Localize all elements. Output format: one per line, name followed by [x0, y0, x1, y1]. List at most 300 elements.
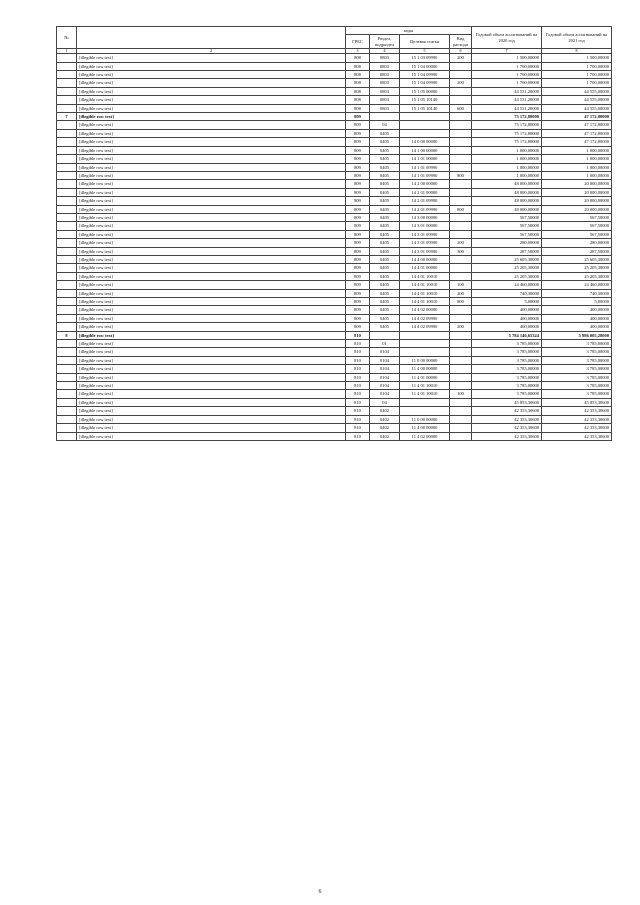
row-number — [57, 205, 77, 213]
row-sum-2021: 5 986 005,28000 — [542, 331, 612, 339]
row-razdel: 0104 — [369, 390, 399, 398]
col-header-vr: Вид расхода — [449, 35, 471, 49]
row-vr — [449, 71, 471, 79]
row-sum-2020: 567,50000 — [472, 222, 542, 230]
table-row — [57, 298, 612, 306]
row-vr: 200 — [449, 289, 471, 297]
row-razdel: 0803 — [369, 96, 399, 104]
row-csr: 14 0 00 00000 — [399, 138, 449, 146]
row-grbs: 809 — [345, 163, 369, 171]
row-csr: 15 1 05 10140 — [399, 96, 449, 104]
row-name: [illegible row text] — [77, 289, 346, 297]
row-name: [illegible row text] — [77, 340, 346, 348]
table-row — [57, 390, 612, 398]
table-row — [57, 129, 612, 137]
row-vr — [449, 222, 471, 230]
table-row — [57, 104, 612, 112]
row-vr — [449, 121, 471, 129]
row-number — [57, 213, 77, 221]
row-razdel: 0405 — [369, 314, 399, 322]
row-grbs: 809 — [345, 247, 369, 255]
row-sum-2021: 47 172,80000 — [542, 129, 612, 137]
row-sum-2021: 3 785,00000 — [542, 365, 612, 373]
row-razdel: 0405 — [369, 230, 399, 238]
row-csr: 14 4 01 10010 — [399, 272, 449, 280]
row-name: [illegible row text] — [77, 306, 346, 314]
row-grbs: 809 — [345, 230, 369, 238]
row-csr — [399, 407, 449, 415]
row-name: [illegible row text] — [77, 356, 346, 364]
row-number — [57, 340, 77, 348]
row-vr — [449, 314, 471, 322]
row-name: [illegible row text] — [77, 272, 346, 280]
row-grbs: 810 — [345, 340, 369, 348]
row-grbs: 809 — [345, 255, 369, 263]
row-razdel — [369, 331, 399, 339]
row-sum-2020: 1 700,00000 — [472, 79, 542, 87]
row-sum-2020: 3 785,00000 — [472, 340, 542, 348]
row-sum-2021: 44 555,00000 — [542, 87, 612, 95]
row-number — [57, 398, 77, 406]
row-sum-2021: 567,50000 — [542, 222, 612, 230]
row-name: [illegible row text] — [77, 222, 346, 230]
row-csr: 15 1 03 09990 — [399, 54, 449, 62]
row-sum-2020: 25 205,30000 — [472, 264, 542, 272]
row-csr: 11 4 01 10010 — [399, 390, 449, 398]
row-sum-2020: 75 172,80000 — [472, 113, 542, 121]
row-number — [57, 146, 77, 154]
table-row — [57, 323, 612, 331]
table-row — [57, 356, 612, 364]
row-razdel: 0405 — [369, 205, 399, 213]
row-csr: 14 2 01 09990 — [399, 197, 449, 205]
row-csr: 11 4 00 00000 — [399, 424, 449, 432]
table-row — [57, 213, 612, 221]
row-sum-2021: 3 785,00000 — [542, 373, 612, 381]
row-sum-2020: 567,50000 — [472, 230, 542, 238]
row-number — [57, 96, 77, 104]
row-grbs: 808 — [345, 96, 369, 104]
row-grbs: 810 — [345, 432, 369, 440]
row-sum-2021: 47 172,80000 — [542, 121, 612, 129]
row-csr: 14 1 01 00000 — [399, 155, 449, 163]
table-row — [57, 289, 612, 297]
row-csr: 15 1 05 10140 — [399, 104, 449, 112]
row-razdel: 0405 — [369, 281, 399, 289]
table-row — [57, 331, 612, 339]
table-row — [57, 272, 612, 280]
row-number — [57, 87, 77, 95]
row-name: [illegible row text] — [77, 432, 346, 440]
row-name: [illegible row text] — [77, 197, 346, 205]
row-razdel: 0405 — [369, 146, 399, 154]
budget-table — [56, 26, 612, 441]
row-razdel: 0405 — [369, 289, 399, 297]
row-vr: 800 — [449, 171, 471, 179]
row-grbs: 809 — [345, 121, 369, 129]
table-row — [57, 197, 612, 205]
row-sum-2020: 48 000,00000 — [472, 197, 542, 205]
row-sum-2021: 1 500,00000 — [542, 54, 612, 62]
row-name: [illegible row text] — [77, 331, 346, 339]
row-sum-2021: 20 000,00000 — [542, 180, 612, 188]
row-csr: 15 1 04 09990 — [399, 71, 449, 79]
row-grbs: 809 — [345, 197, 369, 205]
row-grbs: 809 — [345, 138, 369, 146]
row-sum-2020: 1 000,00000 — [472, 163, 542, 171]
row-name: [illegible row text] — [77, 415, 346, 423]
row-csr — [399, 129, 449, 137]
row-razdel: 0405 — [369, 255, 399, 263]
row-sum-2020: 3 785,00000 — [472, 365, 542, 373]
row-sum-2020: 75 172,80000 — [472, 129, 542, 137]
row-razdel: 0104 — [369, 365, 399, 373]
table-row — [57, 432, 612, 440]
row-razdel: 04 — [369, 121, 399, 129]
row-csr: 11 0 00 00000 — [399, 356, 449, 364]
row-grbs: 809 — [345, 129, 369, 137]
row-csr: 11 4 01 00000 — [399, 373, 449, 381]
row-csr: 14 1 01 09990 — [399, 163, 449, 171]
row-number: 8 — [57, 331, 77, 339]
row-sum-2020: 44 531,20000 — [472, 87, 542, 95]
row-number — [57, 155, 77, 163]
row-sum-2021: 42 353,30600 — [542, 415, 612, 423]
row-grbs: 809 — [345, 298, 369, 306]
row-name: [illegible row text] — [77, 180, 346, 188]
table-row — [57, 398, 612, 406]
row-razdel: 0803 — [369, 54, 399, 62]
col-index: 1 — [57, 49, 77, 54]
row-sum-2021: 3 785,00000 — [542, 390, 612, 398]
row-sum-2021: 20 000,00000 — [542, 205, 612, 213]
row-csr: 14 3 00 00000 — [399, 213, 449, 221]
row-grbs: 809 — [345, 239, 369, 247]
row-csr: 11 4 02 00000 — [399, 432, 449, 440]
row-sum-2021: 3 785,00000 — [542, 356, 612, 364]
row-sum-2020: 5,00000 — [472, 298, 542, 306]
row-grbs: 809 — [345, 188, 369, 196]
row-csr: 14 4 02 00000 — [399, 306, 449, 314]
row-vr — [449, 87, 471, 95]
row-name: [illegible row text] — [77, 188, 346, 196]
col-index: 8 — [542, 49, 612, 54]
row-grbs: 809 — [345, 264, 369, 272]
col-header-sum-2021: Годовой объем ассигнований на 2021 год — [542, 27, 612, 49]
table-row — [57, 87, 612, 95]
row-number — [57, 239, 77, 247]
row-sum-2021: 567,50000 — [542, 230, 612, 238]
row-razdel: 0104 — [369, 382, 399, 390]
row-vr: 200 — [449, 54, 471, 62]
row-csr: 15 1 04 09990 — [399, 79, 449, 87]
row-vr — [449, 96, 471, 104]
table-row — [57, 146, 612, 154]
row-csr: 14 4 01 10010 — [399, 298, 449, 306]
row-sum-2020: 400,00000 — [472, 323, 542, 331]
row-grbs: 809 — [345, 289, 369, 297]
row-grbs: 809 — [345, 281, 369, 289]
row-grbs: 809 — [345, 213, 369, 221]
col-header-num: № — [57, 27, 77, 49]
table-row — [57, 415, 612, 423]
row-sum-2020: 42 353,30600 — [472, 407, 542, 415]
row-number — [57, 306, 77, 314]
row-name: [illegible row text] — [77, 314, 346, 322]
row-sum-2021: 5,00000 — [542, 298, 612, 306]
row-grbs: 809 — [345, 272, 369, 280]
row-grbs: 809 — [345, 314, 369, 322]
row-sum-2020: 3 785,00000 — [472, 382, 542, 390]
row-sum-2021: 1 700,00000 — [542, 79, 612, 87]
row-sum-2020: 48 000,00000 — [472, 205, 542, 213]
row-number — [57, 432, 77, 440]
row-vr — [449, 272, 471, 280]
row-razdel: 0402 — [369, 432, 399, 440]
col-header-razdel: Раздел, подраздел — [369, 35, 399, 49]
row-sum-2020: 567,50000 — [472, 213, 542, 221]
row-name: [illegible row text] — [77, 155, 346, 163]
table-row — [57, 62, 612, 70]
row-sum-2021: 400,00000 — [542, 306, 612, 314]
row-vr — [449, 163, 471, 171]
row-razdel: 0402 — [369, 415, 399, 423]
row-vr — [449, 398, 471, 406]
table-row — [57, 365, 612, 373]
row-grbs: 810 — [345, 365, 369, 373]
row-csr: 15 1 05 00000 — [399, 87, 449, 95]
row-grbs: 809 — [345, 323, 369, 331]
table-row — [57, 96, 612, 104]
row-vr — [449, 365, 471, 373]
row-csr: 11 4 01 10010 — [399, 382, 449, 390]
row-csr: 14 2 01 09990 — [399, 205, 449, 213]
row-number — [57, 180, 77, 188]
row-number — [57, 71, 77, 79]
row-name: [illegible row text] — [77, 113, 346, 121]
row-vr: 100 — [449, 390, 471, 398]
row-name: [illegible row text] — [77, 382, 346, 390]
row-razdel: 0803 — [369, 71, 399, 79]
row-grbs: 809 — [345, 180, 369, 188]
row-number — [57, 138, 77, 146]
row-sum-2020: 3 785,00000 — [472, 348, 542, 356]
row-razdel: 0803 — [369, 79, 399, 87]
row-number: 7 — [57, 113, 77, 121]
row-grbs: 809 — [345, 205, 369, 213]
row-name: [illegible row text] — [77, 239, 346, 247]
row-name: [illegible row text] — [77, 104, 346, 112]
row-name: [illegible row text] — [77, 323, 346, 331]
row-grbs: 810 — [345, 331, 369, 339]
row-grbs: 808 — [345, 79, 369, 87]
row-sum-2020: 44 531,20000 — [472, 96, 542, 104]
row-number — [57, 171, 77, 179]
row-sum-2020: 287,50000 — [472, 247, 542, 255]
row-number — [57, 281, 77, 289]
row-razdel: 04 — [369, 398, 399, 406]
row-vr — [449, 373, 471, 381]
row-sum-2021: 1 000,00000 — [542, 155, 612, 163]
row-csr: 14 4 02 09990 — [399, 314, 449, 322]
col-header-sum-2020: Годовой объем ассигнований на 2020 год — [472, 27, 542, 49]
row-number — [57, 129, 77, 137]
row-razdel: 0803 — [369, 62, 399, 70]
table-row — [57, 424, 612, 432]
row-grbs: 808 — [345, 54, 369, 62]
row-csr: 14 4 00 00000 — [399, 255, 449, 263]
row-sum-2020: 1 000,00000 — [472, 171, 542, 179]
row-razdel: 0405 — [369, 222, 399, 230]
row-csr — [399, 113, 449, 121]
row-sum-2020: 44 531,20000 — [472, 104, 542, 112]
row-sum-2021: 24 460,00000 — [542, 281, 612, 289]
table-row — [57, 281, 612, 289]
table-row — [57, 113, 612, 121]
row-sum-2020: 400,00000 — [472, 314, 542, 322]
table-row — [57, 79, 612, 87]
row-grbs: 809 — [345, 113, 369, 121]
row-sum-2021: 1 000,00000 — [542, 146, 612, 154]
row-vr — [449, 356, 471, 364]
row-vr — [449, 340, 471, 348]
row-name: [illegible row text] — [77, 407, 346, 415]
row-sum-2021: 567,50000 — [542, 213, 612, 221]
col-index: 2 — [77, 49, 346, 54]
row-name: [illegible row text] — [77, 54, 346, 62]
col-index: 3 — [345, 49, 369, 54]
row-grbs: 810 — [345, 373, 369, 381]
row-name: [illegible row text] — [77, 129, 346, 137]
row-grbs: 809 — [345, 306, 369, 314]
page-number: 6 — [318, 889, 322, 895]
row-vr — [449, 188, 471, 196]
row-grbs: 810 — [345, 398, 369, 406]
row-sum-2021: 280,00000 — [542, 239, 612, 247]
row-name: [illegible row text] — [77, 213, 346, 221]
col-index: 7 — [472, 49, 542, 54]
row-csr: 11 0 00 00000 — [399, 415, 449, 423]
row-sum-2020: 1 000,00000 — [472, 146, 542, 154]
row-name: [illegible row text] — [77, 87, 346, 95]
row-vr: 300 — [449, 247, 471, 255]
row-sum-2021: 42 353,30600 — [542, 424, 612, 432]
row-vr: 800 — [449, 298, 471, 306]
row-sum-2021: 42 353,30600 — [542, 432, 612, 440]
row-number — [57, 247, 77, 255]
row-csr — [399, 398, 449, 406]
table-row — [57, 180, 612, 188]
row-razdel: 0405 — [369, 138, 399, 146]
row-vr — [449, 197, 471, 205]
row-csr: 14 2 00 00000 — [399, 180, 449, 188]
row-number — [57, 62, 77, 70]
row-sum-2021: 1 700,00000 — [542, 62, 612, 70]
row-number — [57, 230, 77, 238]
row-number — [57, 298, 77, 306]
row-sum-2021: 400,00000 — [542, 314, 612, 322]
table-row — [57, 222, 612, 230]
table-row — [57, 264, 612, 272]
row-number — [57, 54, 77, 62]
table-row — [57, 230, 612, 238]
row-sum-2020: 1 500,00000 — [472, 54, 542, 62]
row-csr: 14 3 01 09990 — [399, 239, 449, 247]
row-razdel: 0803 — [369, 104, 399, 112]
row-name: [illegible row text] — [77, 163, 346, 171]
row-csr: 14 1 00 00000 — [399, 146, 449, 154]
row-number — [57, 424, 77, 432]
row-name: [illegible row text] — [77, 255, 346, 263]
row-razdel: 0405 — [369, 272, 399, 280]
row-vr — [449, 113, 471, 121]
row-grbs: 810 — [345, 415, 369, 423]
row-vr — [449, 382, 471, 390]
table-row — [57, 255, 612, 263]
row-razdel: 0405 — [369, 197, 399, 205]
row-sum-2020: 45 853,30600 — [472, 398, 542, 406]
row-sum-2021: 20 000,00000 — [542, 197, 612, 205]
row-csr: 14 2 01 00000 — [399, 188, 449, 196]
row-sum-2020: 24 460,00000 — [472, 281, 542, 289]
row-vr — [449, 138, 471, 146]
row-sum-2020: 42 353,30600 — [472, 424, 542, 432]
row-number — [57, 121, 77, 129]
row-number — [57, 407, 77, 415]
row-grbs: 808 — [345, 104, 369, 112]
row-csr: 15 1 04 00000 — [399, 62, 449, 70]
row-razdel: 0405 — [369, 264, 399, 272]
row-sum-2020: 280,00000 — [472, 239, 542, 247]
table-row — [57, 407, 612, 415]
row-name: [illegible row text] — [77, 205, 346, 213]
row-razdel: 0405 — [369, 213, 399, 221]
row-razdel: 0104 — [369, 348, 399, 356]
row-csr: 14 4 01 10010 — [399, 281, 449, 289]
row-sum-2020: 75 172,80000 — [472, 121, 542, 129]
row-razdel: 0405 — [369, 129, 399, 137]
row-number — [57, 415, 77, 423]
table-row — [57, 314, 612, 322]
row-sum-2020: 42 353,30600 — [472, 432, 542, 440]
row-vr: 600 — [449, 104, 471, 112]
row-csr: 14 4 01 00000 — [399, 264, 449, 272]
row-vr — [449, 62, 471, 70]
row-name: [illegible row text] — [77, 424, 346, 432]
row-csr — [399, 331, 449, 339]
row-name: [illegible row text] — [77, 264, 346, 272]
row-name: [illegible row text] — [77, 230, 346, 238]
row-name: [illegible row text] — [77, 79, 346, 87]
row-sum-2020: 42 353,30600 — [472, 415, 542, 423]
col-index: 5 — [399, 49, 449, 54]
row-sum-2020: 48 000,00000 — [472, 188, 542, 196]
row-razdel: 0402 — [369, 407, 399, 415]
row-name: [illegible row text] — [77, 62, 346, 70]
row-number — [57, 323, 77, 331]
row-name: [illegible row text] — [77, 390, 346, 398]
row-name: [illegible row text] — [77, 348, 346, 356]
row-vr — [449, 255, 471, 263]
row-name: [illegible row text] — [77, 247, 346, 255]
row-vr — [449, 424, 471, 432]
row-grbs: 809 — [345, 146, 369, 154]
row-number — [57, 255, 77, 263]
row-number — [57, 188, 77, 196]
row-sum-2021: 42 353,30600 — [542, 407, 612, 415]
row-vr — [449, 129, 471, 137]
row-name: [illegible row text] — [77, 298, 346, 306]
